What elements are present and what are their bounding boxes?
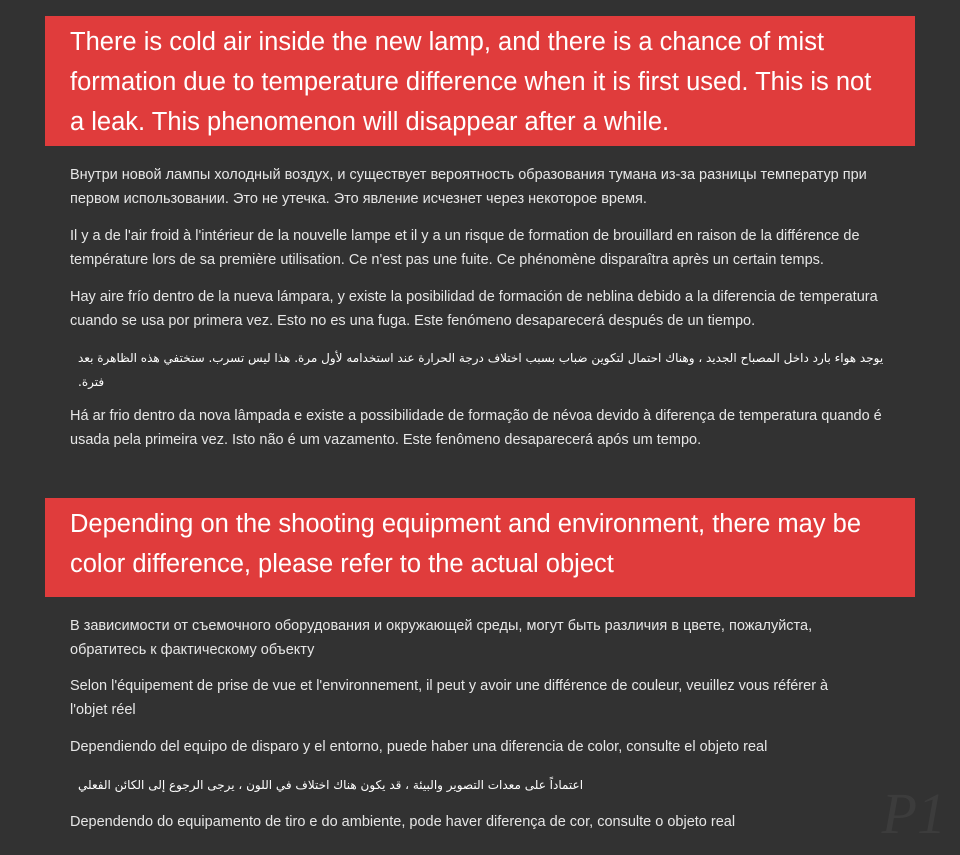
color-notice-spanish: Dependiendo del equipo de disparo y el entorno, puede haber una diferencia de color, consulte el objeto real <box>70 739 768 755</box>
mist-notice-french: Il y a de l'air froid à l'intérieur de la nouvelle lampe et il y a un risque de formation de brouillard en raison de la différence de température lors de sa première utilisation. Ce n'est pas une fuite. Ce phénomène disparaîtra après un certain temps. <box>70 228 860 268</box>
mist-notice-portuguese: Há ar frio dentro da nova lâmpada e existe a possibilidade de formação de névoa devido à diferença de temperatura quando é usada pela primeira vez. Isto não é um vazamento. Este fenômeno desaparecerá após um tempo. <box>70 408 882 448</box>
mist-notice-heading: There is cold air inside the new lamp, and there is a chance of mist formation due to temperature difference when it is first used. This is not a leak. This phenomenon will disappear after a while. <box>45 16 915 146</box>
color-notice-french: Selon l'équipement de prise de vue et l'environnement, il peut y avoir une différence de couleur, veuillez vous référer à l'objet réel <box>70 678 829 718</box>
mist-notice-russian: Внутри новой лампы холодный воздух, и существует вероятность образования тумана из-за разницы температур при первом использовании. Это не утечка. Это явление исчезнет через некоторое время. <box>70 167 867 207</box>
color-notice-russian: В зависимости от съемочного оборудования и окружающей среды, могут быть различия в цвете, пожалуйста, обратитесь к фактическому объекту <box>70 618 813 658</box>
color-notice-portuguese: Dependendo do equipamento de tiro e do ambiente, pode haver diferença de cor, consulte o objeto real <box>70 814 736 830</box>
mist-notice-arabic: يوجد هواء بارد داخل المصباح الجديد ، وهناك احتمال لتكوين ضباب بسبب اختلاف درجة الحرارة عند استخدامه لأول مرة. هذا ليس تسرب. ستختفي هذه الظاهرة بعد فترة. <box>78 351 884 389</box>
color-notice-heading: Depending on the shooting equipment and environment, there may be color difference, please refer to the actual object <box>45 498 915 597</box>
color-notice-arabic: اعتماداً على معدات التصوير والبيئة ، قد يكون هناك اختلاف في اللون ، يرجى الرجوع إلى الكائن الفعلي <box>78 778 584 792</box>
mist-notice-spanish: Hay aire frío dentro de la nueva lámpara, y existe la posibilidad de formación de neblina debido a la diferencia de temperatura cuando se usa por primera vez. Esto no es una fuga. Este fenómeno desaparecerá después de un tiempo. <box>70 289 878 329</box>
page-watermark: P1 <box>881 781 946 846</box>
